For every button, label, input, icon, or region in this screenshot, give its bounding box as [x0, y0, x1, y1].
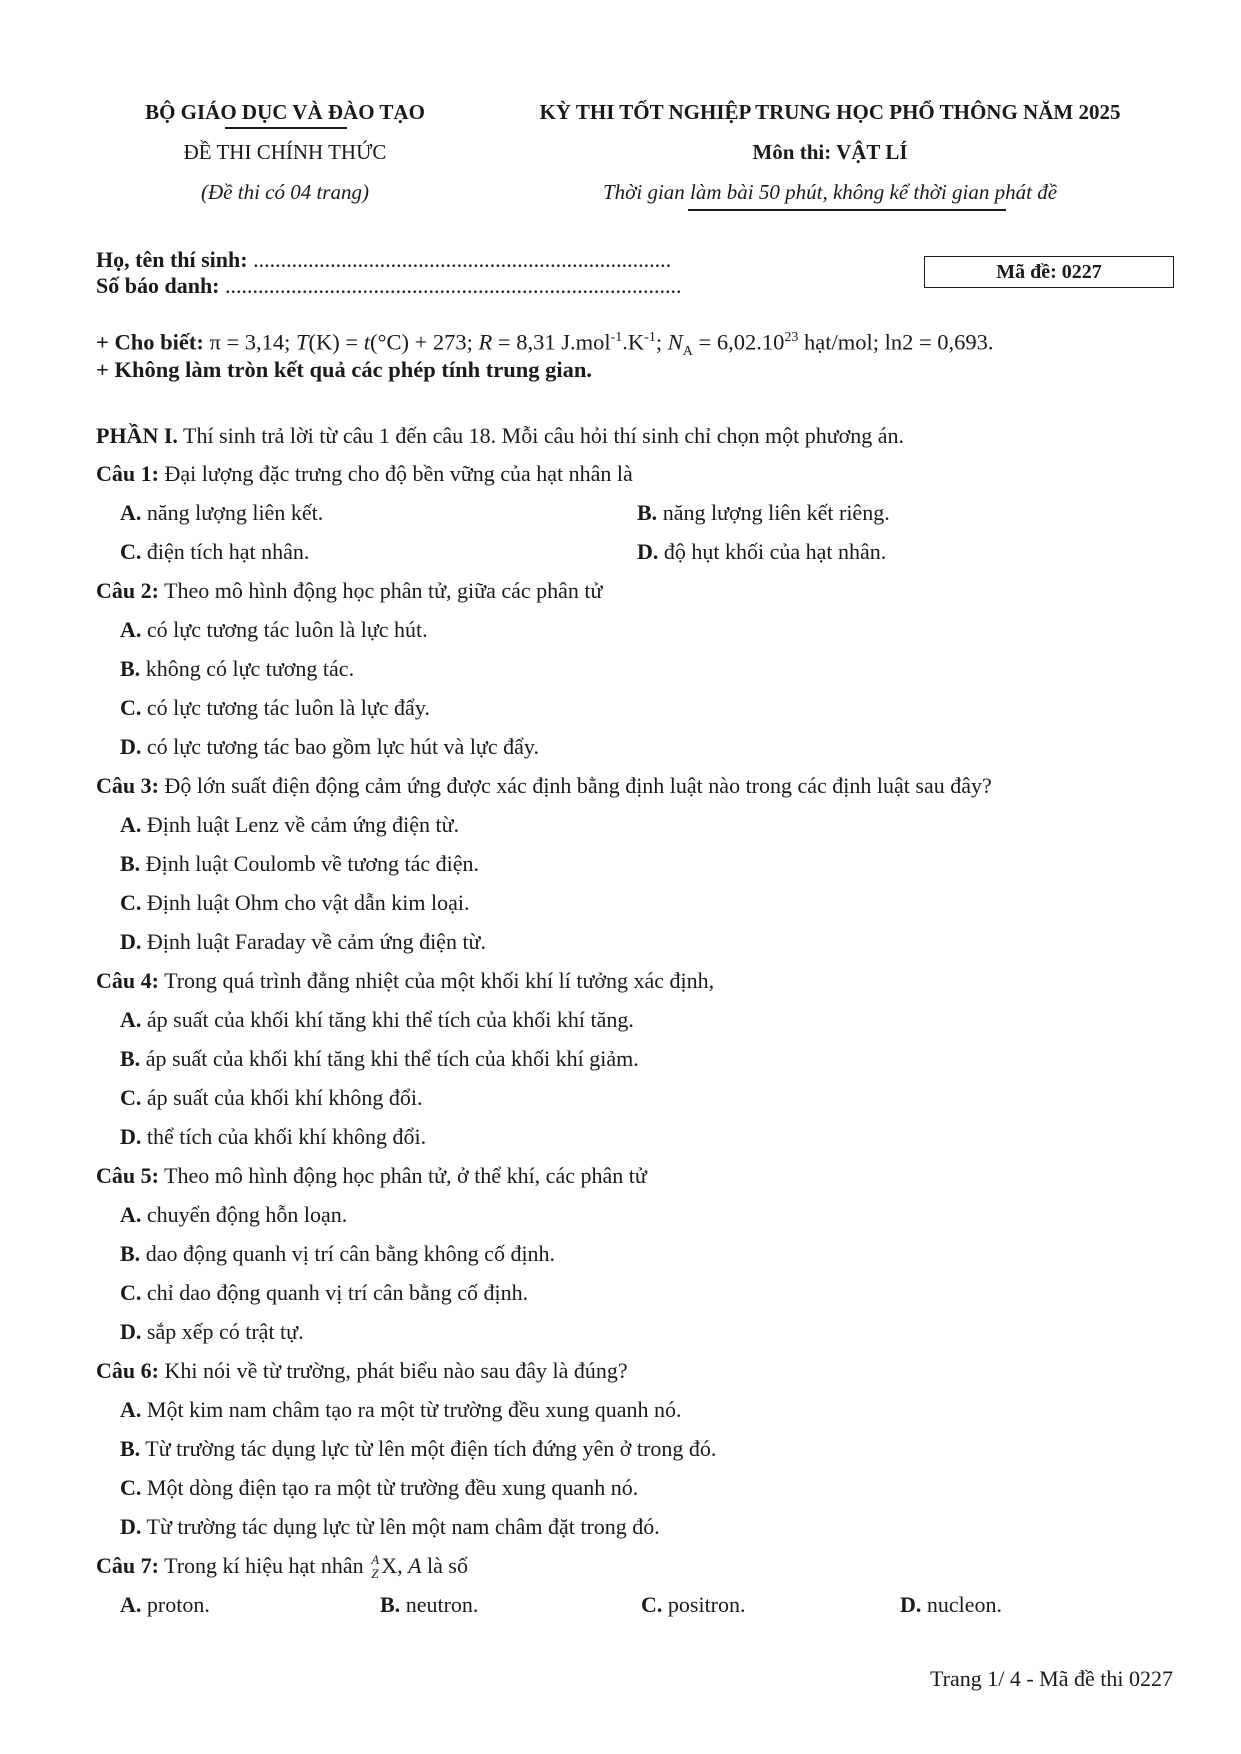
q1-option-b[interactable]: [637, 499, 890, 527]
given-temp-symbol: T: [296, 329, 309, 355]
candidate-name-dots: ............................................................................: [253, 247, 672, 272]
question-text: Trong quá trình đẳng nhiệt của một khối khí lí tưởng xác định,: [164, 968, 715, 993]
q5-option-c[interactable]: [120, 1279, 528, 1307]
part1-instruction: [96, 422, 904, 450]
option-text: áp suất của khối khí tăng khi thể tích của khối khí tăng.: [146, 1007, 634, 1032]
given-r-sup2: -1: [644, 330, 656, 345]
option-letter: D.: [637, 539, 659, 564]
question-label: Câu 6:: [96, 1358, 159, 1383]
option-text: có lực tương tác luôn là lực hút.: [146, 617, 428, 642]
option-letter: D.: [120, 1124, 142, 1149]
option-letter: A.: [120, 1397, 142, 1422]
option-letter: B.: [380, 1592, 401, 1617]
option-letter: D.: [120, 1319, 142, 1344]
q6-option-d[interactable]: [120, 1513, 660, 1541]
exam-title: KỲ THI TỐT NGHIỆP TRUNG HỌC PHỔ THÔNG NĂM 2025: [539, 100, 1121, 124]
candidate-sbd-dots: ...................................................................................: [225, 273, 682, 298]
question-3: [96, 772, 992, 800]
given-temp-celsius-symbol: t: [363, 329, 370, 355]
nuclide-mass-number: A: [371, 1552, 380, 1567]
option-text: năng lượng liên kết riêng.: [662, 500, 890, 525]
page-footer: Trang 1/ 4 - Mã đề thi 0227: [929, 1666, 1173, 1691]
option-text: Định luật Ohm cho vật dẫn kim loại.: [146, 890, 470, 915]
given-r-sup1: -1: [610, 330, 623, 345]
option-text: neutron.: [405, 1592, 479, 1617]
option-text: thể tích của khối khí không đổi.: [146, 1124, 427, 1149]
question-text: Đại lượng đặc trưng cho độ bền vững của hạt nhân là: [164, 461, 633, 486]
given-na-symbol: N: [667, 329, 683, 355]
option-text: chỉ dao động quanh vị trí cân bằng cố định.: [146, 1280, 529, 1305]
question-7: [96, 1552, 468, 1580]
given-na-unit: hạt/mol; ln2 = 0,693.: [803, 329, 994, 355]
subject: Môn thi: VẬT LÍ: [752, 140, 908, 164]
q4-option-c[interactable]: [120, 1084, 422, 1112]
exam-code-box: Mã đề: 0227: [924, 256, 1174, 288]
option-text: độ hụt khối của hạt nhân.: [663, 539, 887, 564]
q7-option-b[interactable]: [380, 1591, 478, 1619]
q3-option-d[interactable]: [120, 928, 486, 956]
option-text: chuyển động hỗn loạn.: [146, 1202, 348, 1227]
q2-option-d[interactable]: [120, 733, 539, 761]
q7-option-a[interactable]: [120, 1591, 210, 1619]
q6-option-c[interactable]: [120, 1474, 638, 1502]
time-underline: [688, 209, 1006, 211]
q1-option-c[interactable]: [120, 538, 309, 566]
option-text: Một dòng điện tạo ra một từ trường đều xung quanh nó.: [146, 1475, 639, 1500]
q4-option-d[interactable]: [120, 1123, 426, 1151]
option-letter: B.: [120, 1046, 141, 1071]
option-letter: A.: [120, 1007, 142, 1032]
question-text: Theo mô hình động học phân tử, ở thể khí, các phân tử: [164, 1163, 647, 1188]
question-text: Khi nói về từ trường, phát biểu nào sau đây là đúng?: [164, 1358, 628, 1383]
option-letter: C.: [120, 1085, 142, 1110]
option-text: áp suất của khối khí tăng khi thể tích của khối khí giảm.: [145, 1046, 639, 1071]
option-letter: C.: [120, 1280, 142, 1305]
nuclide-symbol: [369, 1552, 381, 1581]
option-letter: B.: [120, 656, 141, 681]
option-text: Định luật Coulomb về tương tác điện.: [145, 851, 480, 876]
option-text: dao động quanh vị trí cân bằng không cố định.: [145, 1241, 556, 1266]
given-na-value: = 6,02.10: [698, 329, 785, 355]
given-r-kelvin: .K: [622, 329, 645, 355]
option-text: Một kim nam châm tạo ra một từ trường đều xung quanh nó.: [146, 1397, 682, 1422]
option-letter: A.: [120, 617, 142, 642]
q4-option-a[interactable]: [120, 1006, 634, 1034]
option-letter: C.: [641, 1592, 663, 1617]
option-letter: A.: [120, 1202, 142, 1227]
question-label: Câu 1:: [96, 461, 159, 486]
question-text: Trong kí hiệu hạt nhân: [164, 1553, 364, 1578]
nuclide-element: X,: [381, 1553, 403, 1578]
given-temp-formula: (°C) + 273;: [369, 329, 473, 355]
option-text: positron.: [667, 1592, 746, 1617]
option-text: có lực tương tác luôn là lực đẩy.: [146, 695, 430, 720]
ministry-underline: [225, 127, 347, 129]
candidate-sbd-row: [96, 272, 682, 300]
option-letter: C.: [120, 539, 142, 564]
option-text: Từ trường tác dụng lực từ lên một điện tích đứng yên ở trong đó.: [145, 1436, 717, 1461]
option-letter: D.: [120, 929, 142, 954]
option-text: năng lượng liên kết.: [146, 500, 324, 525]
candidate-sbd-label: Số báo danh:: [96, 273, 220, 298]
question-label: Câu 5:: [96, 1163, 159, 1188]
candidate-name-label: Họ, tên thí sinh:: [96, 247, 248, 272]
given-pi: π = 3,14;: [209, 329, 291, 355]
option-text: sắp xếp có trật tự.: [146, 1319, 304, 1344]
option-letter: C.: [120, 695, 142, 720]
q2-option-c[interactable]: [120, 694, 430, 722]
q6-option-b[interactable]: [120, 1435, 716, 1463]
q5-option-d[interactable]: [120, 1318, 304, 1346]
q1-option-a[interactable]: [120, 499, 323, 527]
option-text: áp suất của khối khí không đổi.: [146, 1085, 423, 1110]
given-r-value: = 8,31 J.mol: [497, 329, 611, 355]
question-label: Câu 2:: [96, 578, 159, 603]
given-r-symbol: R: [478, 329, 493, 355]
option-letter: B.: [120, 1241, 141, 1266]
option-letter: A.: [120, 1592, 142, 1617]
q2-option-a[interactable]: [120, 616, 428, 644]
given-na-sup: 23: [784, 330, 799, 345]
option-text: Định luật Lenz về cảm ứng điện từ.: [146, 812, 460, 837]
option-text: điện tích hạt nhân.: [146, 539, 310, 564]
option-text: Định luật Faraday về cảm ứng điện từ.: [146, 929, 486, 954]
q7-option-c[interactable]: [641, 1591, 746, 1619]
option-letter: D.: [900, 1592, 922, 1617]
question-label: Câu 3:: [96, 773, 159, 798]
option-letter: D.: [120, 734, 142, 759]
question-text-tail: là số: [427, 1553, 468, 1578]
pages-note: (Đề thi có 04 trang): [201, 180, 369, 204]
question-1: [96, 460, 633, 488]
option-text: Từ trường tác dụng lực từ lên một nam châm đặt trong đó.: [146, 1514, 660, 1539]
question-text: Theo mô hình động học phân tử, giữa các phân tử: [164, 578, 603, 603]
question-5: [96, 1162, 647, 1190]
question-label: Câu 4:: [96, 968, 159, 993]
q1-option-d[interactable]: [637, 538, 886, 566]
time-note: Thời gian làm bài 50 phút, không kể thời gian phát đề: [602, 180, 1058, 204]
official-label: ĐỀ THI CHÍNH THỨC: [183, 140, 387, 164]
option-letter: A.: [120, 500, 142, 525]
q4-option-b[interactable]: [120, 1045, 639, 1073]
question-text: Độ lớn suất điện động cảm ứng được xác định bằng định luật nào trong các định luật sau đây?: [164, 773, 992, 798]
no-round-note: + Không làm tròn kết quả các phép tính trung gian.: [96, 357, 593, 382]
candidate-name-row: [96, 246, 671, 274]
option-text: không có lực tương tác.: [145, 656, 355, 681]
option-letter: D.: [120, 1514, 142, 1539]
q5-option-b[interactable]: [120, 1240, 555, 1268]
q3-option-c[interactable]: [120, 889, 470, 917]
option-text: nucleon.: [926, 1592, 1003, 1617]
option-letter: C.: [120, 1475, 142, 1500]
option-text: proton.: [146, 1592, 210, 1617]
option-letter: B.: [637, 500, 658, 525]
q6-option-a[interactable]: [120, 1396, 682, 1424]
ministry-name: BỘ GIÁO DỤC VÀ ĐÀO TẠO: [145, 100, 425, 124]
part1-text: Thí sinh trả lời từ câu 1 đến câu 18. Mỗi câu hỏi thí sinh chỉ chọn một phương án.: [183, 423, 905, 448]
option-letter: C.: [120, 890, 142, 915]
q3-option-b[interactable]: [120, 850, 479, 878]
question-4: [96, 967, 714, 995]
given-r-sep: ;: [655, 329, 663, 355]
question-2: [96, 577, 602, 605]
q3-option-a[interactable]: [120, 811, 459, 839]
question-label: Câu 7:: [96, 1553, 159, 1578]
nuclide-atomic-number: Z: [371, 1566, 379, 1581]
option-letter: A.: [120, 812, 142, 837]
given-prefix: + Cho biết:: [96, 329, 204, 355]
variable-a: A: [408, 1553, 422, 1578]
q2-option-b[interactable]: [120, 655, 354, 683]
question-6: [96, 1357, 628, 1385]
option-letter: B.: [120, 851, 141, 876]
option-letter: B.: [120, 1436, 141, 1461]
q5-option-a[interactable]: [120, 1201, 347, 1229]
q7-option-d[interactable]: [900, 1591, 1002, 1619]
given-na-sub: A: [682, 344, 693, 359]
given-temp-unit: (K) =: [308, 329, 359, 355]
part1-label: PHẦN I.: [96, 423, 178, 448]
option-text: có lực tương tác bao gồm lực hút và lực đẩy.: [146, 734, 539, 759]
